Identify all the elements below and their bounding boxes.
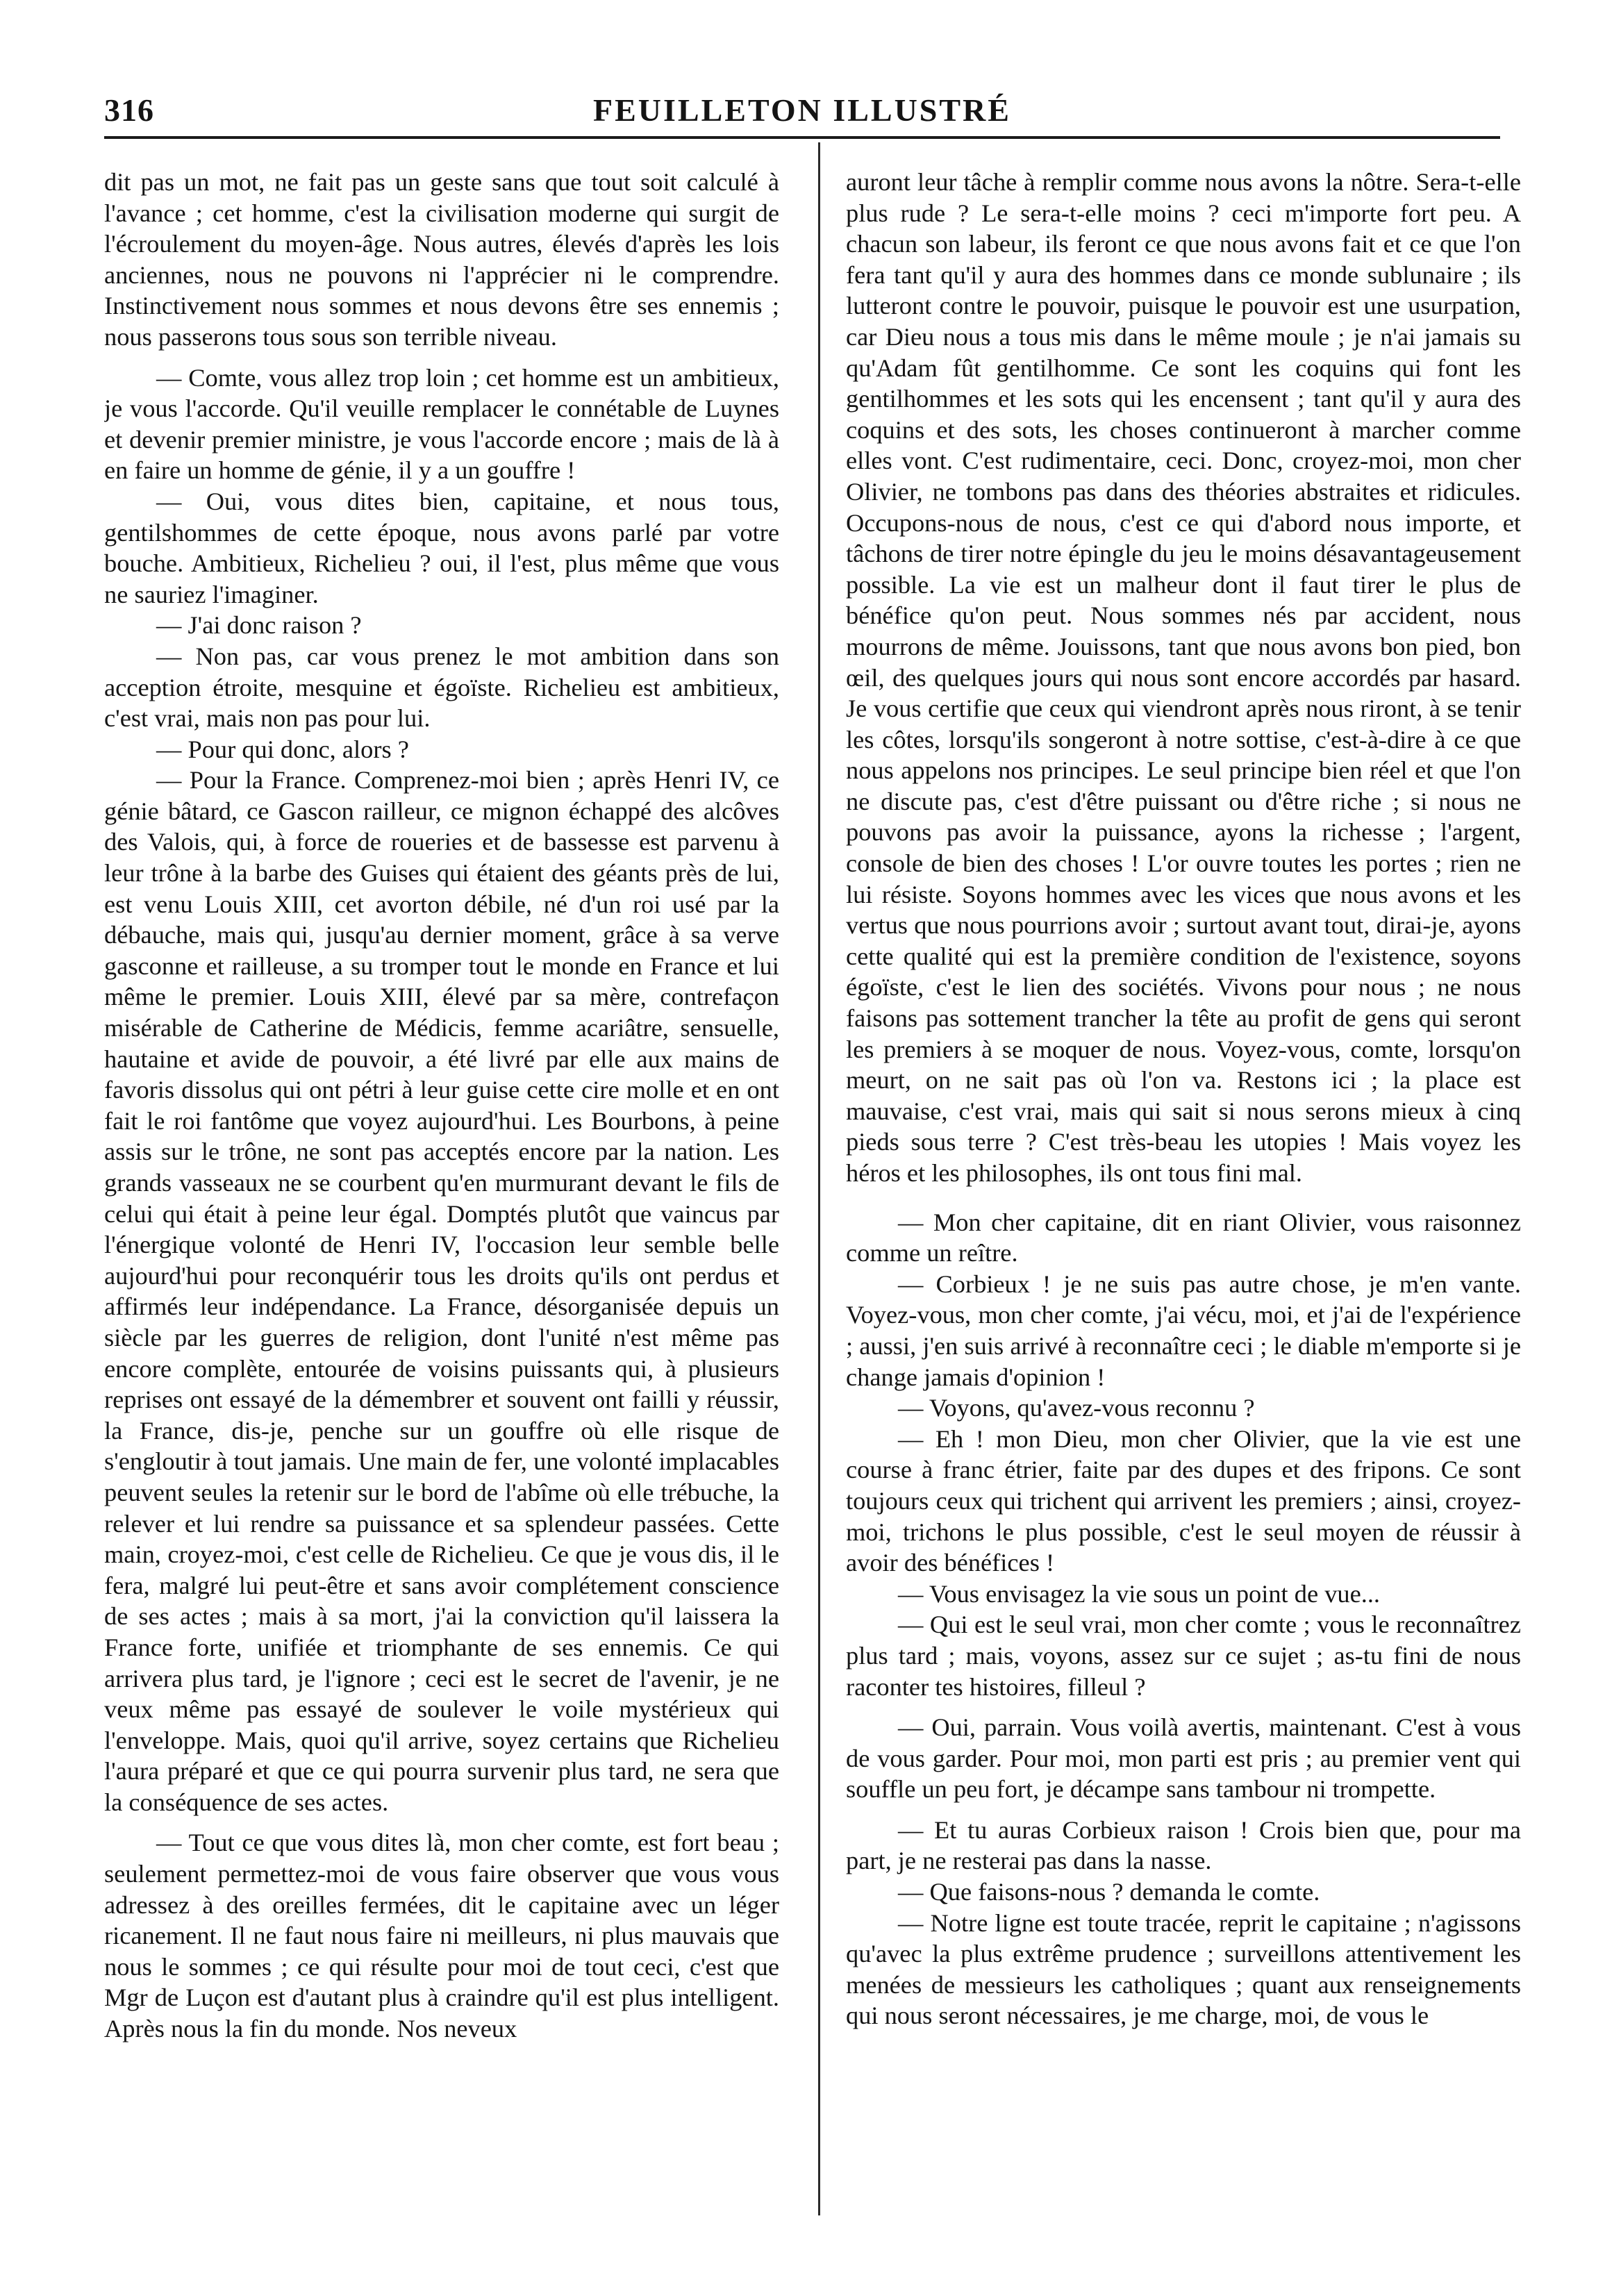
paragraph: auront leur tâche à remplir comme nous avons la nôtre. Sera-t-elle plus rude ? Le sera-t-elle moins ? ceci m'importe fort peu. A chacun son labeur, ils feront ce que nous avons fait et ce que l'on fera tant qu'il y aura des hommes dans ce monde sublunaire ; ils lutteront contre le pouvoir, puisque le pouvoir est une usurpation, car Dieu nous a tous mis dans le même moule ; je n'ai jamais su qu'Adam fût gentilhomme. Ce sont les coquins qui font les gentilhommes et les sots qui les encensent ; tant qu'il y aura des coquins et des sots, les choses continueront à marcher comme elles vont. C'est rudimentaire, ceci. Donc, croyez-moi, mon cher Olivier, ne tombons pas dans des théories abstraites et ridicules. Occupons-nous de nous, c'est ce qui d'abord nous importe, et tâchons de tirer notre épingle du jeu le moins désavantageusement possible. La vie est un malheur dont il faut tirer le plus de bénéfice qu'on peut. Nous sommes nés par accident, nous mourrons de même. Jouissons, tant que nous avons bon pied, bon œil, des quelques jours qui nous sont encore accordés par hasard. Je vous certifie que ceux qui viendront après nous riront, à se tenir les côtes, lorsqu'ils songeront à notre sottise, c'est-à-dire à ce que nous appelons nos principes. Le seul principe bien réel et que l'on ne discute pas, c'est d'être puissant ou d'être riche ; si nous ne pouvons pas avoir la puissance, ayons la richesse ; l'argent, console de bien des choses ! L'or ouvre toutes les portes ; rien ne lui résiste. Soyons hommes avec les vices que nous avons et les vertus que nous pourrions avoir ; surtout avant tout, dirai-je, ayons cette qualité qui est la première condition de l'existence, soyons égoïste, c'est le lien des sociétés. Vivons pour nous ; ne nous faisons pas sottement trancher la tête au profit de gens qui seront les premiers à se moquer de nous. Voyez-vous, comte, lorsqu'on meurt, on ne sait pas où l'on va. Restons ici ; la place est mauvaise, c'est vrai, mais qui sait si nous serons mieux à cinq pieds sous terre ? C'est très-beau les utopies ! Mais voyez les héros et les philosophes, ils ont tous fini mal. bbox=[846, 168, 1521, 1187]
paragraph: — J'ai donc raison ? bbox=[156, 611, 362, 640]
paragraph: — Mon cher capitaine, dit en riant Olivier, vous raisonnez comme un reître. bbox=[846, 1208, 1521, 1267]
paragraph: — Non pas, car vous prenez le mot ambition dans son acception étroite, mesquine et égoïste. Richelieu est ambitieux, c'est vrai, mais non pas pour lui. bbox=[104, 642, 779, 733]
paragraph: — Corbieux ! je ne suis pas autre chose, je m'en vante. Voyez-vous, mon cher comte, j'ai vécu, moi, et j'ai de l'expérience ; aussi, j'en suis arrivé à reconnaître ceci ; le diable m'emporte si je change jamais d'opinion ! bbox=[846, 1270, 1521, 1391]
running-title: FEUILLETON ILLUSTRÉ bbox=[593, 92, 1011, 128]
paragraph: — Notre ligne est toute tracée, reprit le capitaine ; n'agissons qu'avec la plus extrême prudence ; surveillons attentivement les menées de messieurs les catholiques ; quant aux renseignements qui nous seront nécessaires, je me charge, moi, de vous le bbox=[846, 1908, 1521, 2030]
paragraph: — Que faisons-nous ? demanda le comte. bbox=[898, 1878, 1320, 1906]
right-column bbox=[846, 167, 1521, 2250]
paragraph: — Qui est le seul vrai, mon cher comte ; vous le reconnaîtrez plus tard ; mais, voyons, assez sur ce sujet ; as-tu fini de nous raconter tes histoires, filleul ? bbox=[846, 1611, 1521, 1701]
left-column bbox=[104, 167, 779, 2250]
paragraph: — Comte, vous allez trop loin ; cet homme est un ambitieux, je vous l'accorde. Qu'il veuille remplacer le connétable de Luynes et devenir premier ministre, je vous l'accorde encore ; mais de là à en faire un homme de génie, il y a un gouffre ! bbox=[104, 363, 779, 485]
paragraph: — Eh ! mon Dieu, mon cher Olivier, que la vie est une course à franc étrier, faite par des dupes et des fripons. Ce sont toujours ceux qui trichent qui arrivent les premiers ; ainsi, croyez-moi, trichons le plus possible, c'est le seul moyen de réussir à avoir des bénéfices ! bbox=[846, 1424, 1521, 1577]
paragraph: dit pas un mot, ne fait pas un geste sans que tout soit calculé à l'avance ; cet homme, c'est la civilisation moderne qui surgit de l'écroulement du moyen-âge. Nous autres, élevés d'après les lois anciennes, nous ne pouvons ni l'apprécier ni le comprendre. Instinctivement nous sommes et nous devons être ses ennemis ; nous passerons tous sous son terrible niveau. bbox=[104, 168, 779, 351]
column-rule bbox=[818, 142, 820, 2215]
paragraph: — Pour la France. Comprenez-moi bien ; après Henri IV, ce génie bâtard, ce Gascon railleur, ce mignon échappé des alcôves des Valois, qui, à force de roueries et de bassesse est parvenu à leur trône à la barbe des Guises qui étaient des géants près de lui, est venu Louis XIII, cet avorton débile, né d'un roi usé par la débauche, mais qui, jusqu'au dernier moment, grâce à sa verve gasconne et railleuse, a su tromper tout le monde en France et lui même le premier. Louis XIII, élevé par sa mère, contrefaçon misérable de Catherine de Médicis, femme acariâtre, sensuelle, hautaine et avide de pouvoir, a été livré par elle aux mains de favoris dissolus qui ont pétri à leur guise cette cire molle et en ont fait le roi fantôme que voyez aujourd'hui. Les Bourbons, à peine assis sur le trône, ne sont pas acceptés encore par la nation. Les grands vasseaux ne se courbent qu'en murmurant devant le fils de celui qui était à peine leur égal. Domptés plutôt que vaincus par l'énergique volonté de Henri IV, l'occasion leur semble belle aujourd'hui pour reconquérir tous les droits qu'ils ont perdus et affirmés leur indépendance. La France, désorganisée depuis un siècle par les guerres de religion, dont l'unité n'est même pas encore complète, entourée de voisins puissants qui, à plusieurs reprises ont essayé de la démembrer et souvent ont failli y réussir, la France, dis-je, penche sur un gouffre où elle risque de s'engloutir à tout jamais. Une main de fer, une volonté implacables peuvent seules la retenir sur le bord de l'abîme où elle trébuche, la relever et lui rendre sa puissance et sa splendeur passées. Cette main, croyez-moi, c'est celle de Richelieu. Ce que je vous dis, il le fera, malgré lui peut-être et sans avoir complétement conscience de ses actes ; mais à sa mort, j'ai la conviction qu'il laissera la France forte, unifiée et triomphante de ses ennemis. Ce qui arrivera plus tard, je l'ignore ; ceci est le secret de l'avenir, je ne veux même pas essayé de soulever le voile mystérieux qui l'enveloppe. Mais, quoi qu'il arrive, soyez certains que Richelieu l'aura préparé et que ce qui pourra survenir plus tard, ne sera que la conséquence de ses actes. bbox=[104, 766, 779, 1816]
paragraph: — Vous envisagez la vie sous un point de vue... bbox=[898, 1579, 1381, 1608]
header-rule bbox=[104, 136, 1500, 139]
paragraph: — Oui, parrain. Vous voilà avertis, maintenant. C'est à vous de vous garder. Pour moi, mon parti est pris ; au premier vent qui souffle un peu fort, je décampe sans tambour ni trompette. bbox=[846, 1713, 1521, 1804]
paragraph: — Oui, vous dites bien, capitaine, et nous tous, gentilshommes de cette époque, nous avons parlé par votre bouche. Ambitieux, Richelieu ? oui, il l'est, plus même que vous ne sauriez l'imaginer. bbox=[104, 487, 779, 608]
paragraph: — Voyons, qu'avez-vous reconnu ? bbox=[898, 1394, 1255, 1422]
paragraph: — Tout ce que vous dites là, mon cher comte, est fort beau ; seulement permettez-moi de vous faire observer que vous vous adressez à des oreilles fermées, dit le capitaine avec un léger ricanement. Il ne faut nous faire ni meilleurs, ni plus mauvais que nous le sommes ; ce qui résulte pour moi de tout ceci, c'est que Mgr de Luçon est d'autant plus à craindre qu'il est plus intelligent. Après nous la fin du monde. Nos neveux bbox=[104, 1829, 779, 2043]
page-header bbox=[104, 82, 1500, 138]
paragraph: — Pour qui donc, alors ? bbox=[156, 735, 409, 763]
page-number: 316 bbox=[104, 92, 154, 128]
paragraph: — Et tu auras Corbieux raison ! Crois bien que, pour ma part, je ne resterai pas dans la nasse. bbox=[846, 1815, 1521, 1875]
